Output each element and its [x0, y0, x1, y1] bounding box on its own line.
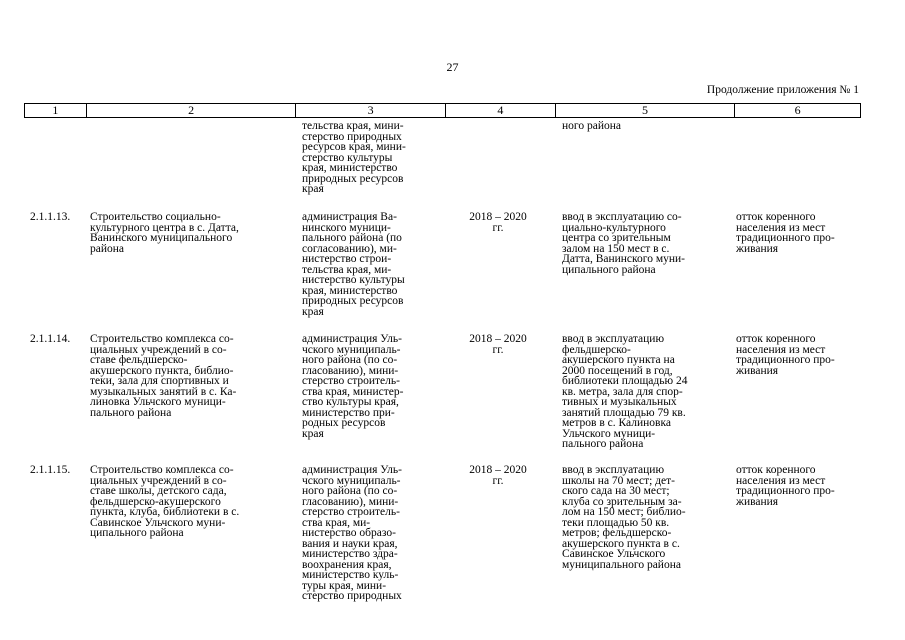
row-name: Строительство комплекса со- циальных учреждений в со- ставе школы, детского сада, фельдшерско-акушерского пункта, клуба, библиотеки в с. Савинское Ульчского муни- ципального района	[90, 464, 240, 539]
continuation-label: Продолжение приложения № 1	[706, 84, 859, 96]
page-number: 27	[446, 60, 459, 74]
carryover-result: ного района	[562, 120, 621, 132]
row-responsible: администрация Уль- чского муниципаль- ного района (по со- гласованию), мини- стерство строитель- ства края, министер- ство культуры края, министерство при- родных ресурсов края	[302, 333, 404, 440]
row-years: 2018 – 2020 гг.	[469, 464, 527, 487]
header-col-6: 6	[794, 103, 801, 117]
table-header	[24, 103, 861, 118]
row-name: Строительство социально- культурного центра в с. Датта, Ванинского муниципального района	[90, 211, 239, 255]
row-result: ввод в эксплуатацию со- циально-культурного центра со зрительным залом на 150 мест в с. Датта, Ванинского муни- ципального района	[562, 211, 686, 276]
header-col-1: 1	[25, 104, 87, 117]
header-col-2: 2	[87, 104, 297, 117]
row-risk: отток коренного населения из мест традиционного про- живания	[736, 211, 835, 255]
header-col-3: 3	[296, 104, 446, 117]
row-risk: отток коренного населения из мест традиционного про- живания	[736, 464, 835, 508]
row-code: 2.1.1.14.	[30, 333, 71, 345]
row-years: 2018 – 2020 гг.	[469, 333, 527, 356]
row-result: ввод в эксплуатацию фельдшерско- акушерского пункта на 2000 посещений в год, библиотеки площадью 24 кв. метра, зала для спор- тивных и музыкальных занятий площадью 79 кв. метров в с. Калиновка Ульчского муници- пального района	[562, 333, 688, 450]
row-responsible: администрация Ва- нинского муници- пального района (по согласованию), ми- нистерство строи- тельства края, ми- нистерство культуры края, министерство природных ресурсов края	[302, 211, 405, 318]
row-years: 2018 – 2020 гг.	[469, 211, 527, 234]
row-responsible: администрация Уль- чского муниципаль- ного района (по со- гласованию), мини- стерство строитель- ства края, ми- нистерство образо- вания и науки края, министерство здра- воохранения края, министерство куль- туры края, мини- стерство природных	[302, 464, 402, 602]
row-result: ввод в эксплуатацию школы на 70 мест; дет- ского сада на 30 мест; клуба со зрительным за- лом на 150 мест; библио- теки площадью 50 кв. метров; фельдшерско- акушерского пункта в с. Савинское Ульчского муниципального района	[562, 464, 686, 571]
header-col-5: 5	[556, 104, 736, 117]
header-col-4: 4	[446, 104, 556, 117]
row-code: 2.1.1.15.	[30, 464, 71, 476]
row-name: Строительство комплекса со- циальных учреждений в со- ставе фельдшерско- акушерского пункта, библио- теки, зала для спортивных и музыкальных занятий в с. Ка- линовка Ульчского муници- пального района	[90, 333, 237, 419]
carryover-responsible: тельства края, мини- стерство природных ресурсов края, мини- стерство культуры края, министерство природных ресурсов края	[302, 120, 406, 195]
row-risk: отток коренного населения из мест традиционного про- живания	[736, 333, 835, 377]
row-code: 2.1.1.13.	[30, 211, 71, 223]
